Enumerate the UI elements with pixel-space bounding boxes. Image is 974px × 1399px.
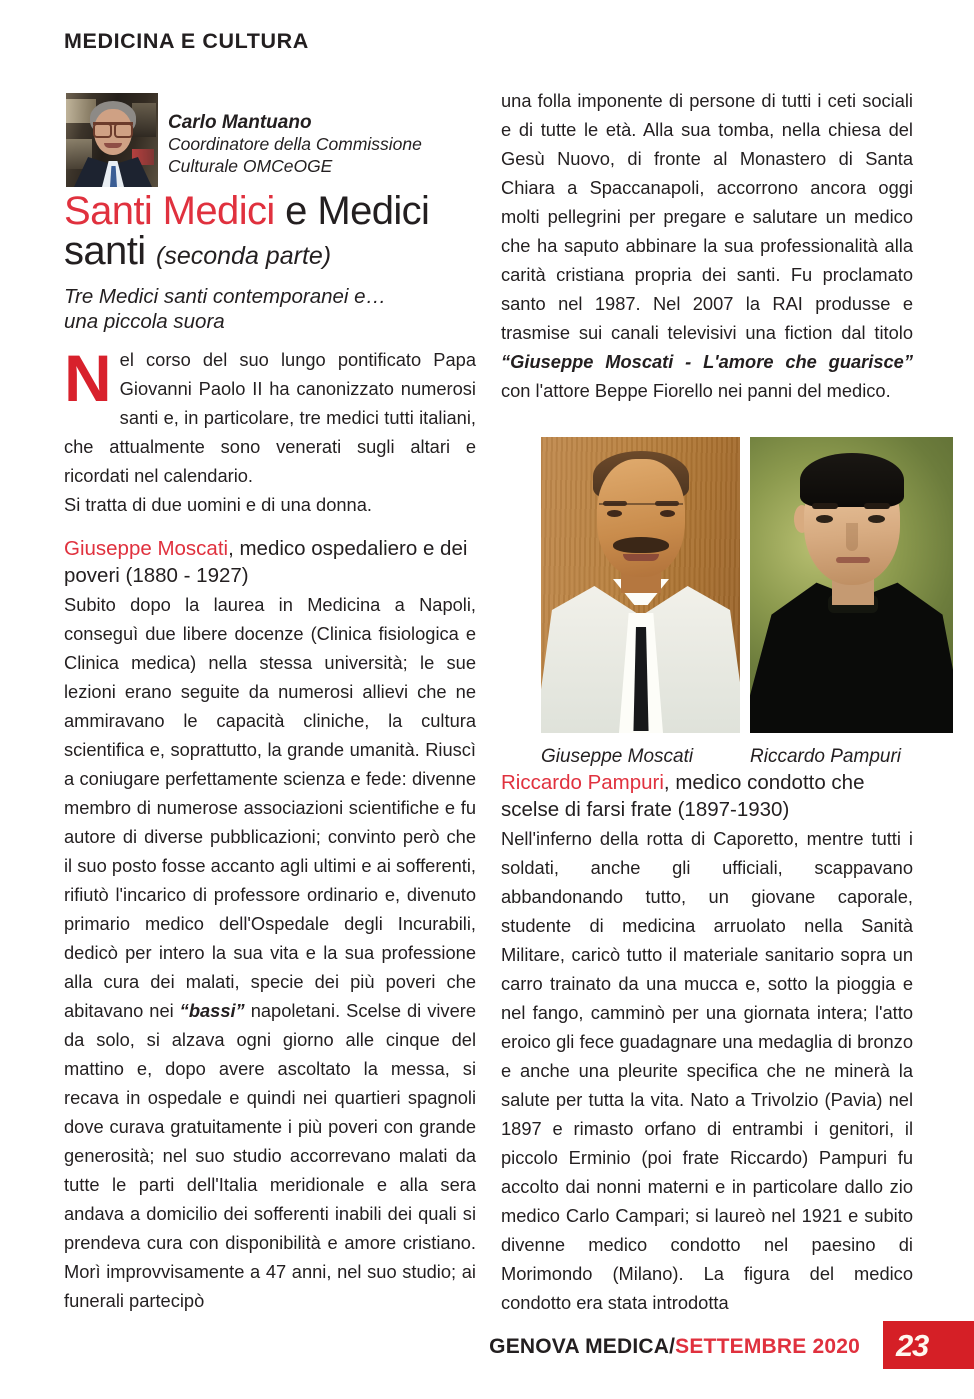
intro-paragraph-2: Si tratta di due uomini e di una donna. bbox=[64, 494, 372, 516]
drop-cap: N bbox=[64, 341, 112, 416]
pampuri-heading-rest: , medico condotto che scelse di farsi frate (1897-1930) bbox=[501, 771, 865, 822]
author-name: Carlo Mantuano bbox=[168, 112, 312, 133]
left-column bbox=[64, 86, 476, 1315]
fiction-title: “Giuseppe Moscati - L'amore che guarisce” bbox=[501, 351, 913, 372]
moscati-cont-part1: una folla imponente di persone di tutti i ceti sociali e di tutte le età. Alla sua tomba, nella chiesa del Gesù Nuovo, di fronte al Monastero di Santa Chiara a Spaccanapoli, accorrono ancora oggi molti pellegrini per pregare e salutare un medico che ha saputo abbinare la sua professionalità alla carità cristiana propria dei santi. Fu proclamato santo nel 1987. Nel 2007 la RAI produsse e trasmise sui canali televisivi una fiction dal titolo bbox=[501, 90, 913, 343]
right-column bbox=[501, 86, 913, 1317]
footer-issue: SETTEMBRE 2020 bbox=[675, 1335, 860, 1358]
title-red-part: Santi Medici bbox=[64, 189, 275, 233]
page-number: 23 bbox=[896, 1328, 929, 1363]
moscati-continuation bbox=[501, 86, 913, 405]
page-footer bbox=[0, 1321, 974, 1399]
moscati-paragraph bbox=[64, 590, 476, 1315]
moscati-cont-part2: con l'attore Beppe Fiorello nei panni del medico. bbox=[501, 380, 891, 401]
moscati-text-part1: Subito dopo la laurea in Medicina a Napoli, conseguì due libere docenze (Clinica fisiologica e Clinica medica) nella stessa università; le sue lezioni erano seguite da numerosi allievi che ne ammiravano le capacità cliniche, la cultura scientifica e, soprattutto, la grande umanità. Riuscì a coniugare perfettamente scienza e fede: divenne membro di numerose associazioni scientifiche e fu autore di diverse pubblicazioni; convinto però che il suo posto fosse accanto agli ultimi e ai sofferenti, rifiutò l'incarico di professore ordinario e, divenuto primario medico dell'Ospedale degli Incurabili, dedicò per intero la sua vita e la sua professione alla cura dei malati, specie dei più poveri che abitavano nei bbox=[64, 593, 476, 1021]
moscati-text-part2: napoletani. Scelse di vivere da solo, si alzava ogni giorno alle cinque del mattino e, dopo avere ascoltato la messa, si recava in ospedale e quindi nei quartieri spagnoli dove curava gratuitamente i più poveri con grande generosità; nel suo studio accorrevano malati da tutte le parti dell'Italia meridionale e alla sera andava a domicilio dei sofferenti inabili dei quali si prendeva cura con disponibilità e amore cristiano. Morì improvvisamente a 47 anni, nel suo studio; ai funerali partecipò bbox=[64, 999, 476, 1311]
pampuri-heading bbox=[501, 769, 913, 824]
figure-group bbox=[501, 421, 913, 767]
figure-caption-pampuri: Riccardo Pampuri bbox=[750, 746, 901, 767]
moscati-heading-rest: , medico ospedaliero e dei poveri (1880 - 1927) bbox=[64, 537, 468, 588]
intro-paragraph bbox=[64, 341, 476, 490]
article-title bbox=[64, 189, 476, 273]
figure-pampuri bbox=[750, 437, 953, 768]
article-subtitle bbox=[64, 284, 476, 334]
subtitle-line-1: Tre Medici santi contemporanei e… bbox=[64, 285, 387, 309]
author-text bbox=[168, 112, 468, 177]
author-block bbox=[64, 86, 476, 190]
title-paren-part: (seconda parte) bbox=[156, 241, 332, 270]
pampuri-heading-name: Riccardo Pampuri bbox=[501, 771, 664, 794]
footer-magazine-name: GENOVA MEDICA/ bbox=[489, 1335, 676, 1358]
author-role-line1: Coordinatore della Commissione bbox=[168, 134, 422, 155]
figure-caption-moscati: Giuseppe Moscati bbox=[541, 746, 694, 767]
page-number-badge bbox=[883, 1321, 974, 1369]
section-header: MEDICINA E CULTURA bbox=[64, 29, 309, 53]
subtitle-line-2: una piccola suora bbox=[64, 310, 225, 334]
moscati-heading-name: Giuseppe Moscati bbox=[64, 537, 229, 561]
intro-text: el corso del suo lungo pontificato Papa Giovanni Paolo II ha canonizzato numerosi santi e, in particolare, tre medici tutti italiani, che attualmente sono venerati sugli altari e ricordati nel calendario. bbox=[64, 349, 476, 487]
pampuri-paragraph: Nell'inferno della rotta di Caporetto, mentre tutti i soldati, anche gli ufficiali, scappavano abbandonando tutto, un giovane caporale, studente di medicina arruolato nella Sanità Militare, caricò tutto il materiale sanitario sopra un carro trainato da una mucca e, sotto la pioggia e nel fango, camminò per una giornata intera; l'atto eroico gli fece guadagnare una medaglia di bronzo e anche una pleurite specifica che ne minerà la salute per tutta la vita. Nato a Trivolzio (Pavia) nel 1897 e rimasto orfano di entrambi i genitori, il piccolo Erminio (poi frate Riccardo) Pampuri fu accolto dai nonni materni e in particolare dallo zio medico Carlo Campari; si laureò nel 1921 e subito divenne medico condotto nel paesino di Morimondo (Milano). La figura del medico condotto era stata introdotta bbox=[501, 827, 913, 1313]
pampuri-portrait bbox=[750, 437, 953, 733]
moscati-quote-bassi: “bassi” bbox=[179, 999, 245, 1021]
footer-magazine-line bbox=[489, 1335, 860, 1359]
title-rest-part: e Medici santi bbox=[64, 189, 430, 273]
moscati-portrait bbox=[541, 437, 740, 733]
author-role-line2: Culturale OMCeOGE bbox=[168, 155, 333, 176]
moscati-heading bbox=[64, 535, 476, 590]
figure-moscati bbox=[541, 437, 740, 768]
author-photo bbox=[66, 93, 158, 187]
